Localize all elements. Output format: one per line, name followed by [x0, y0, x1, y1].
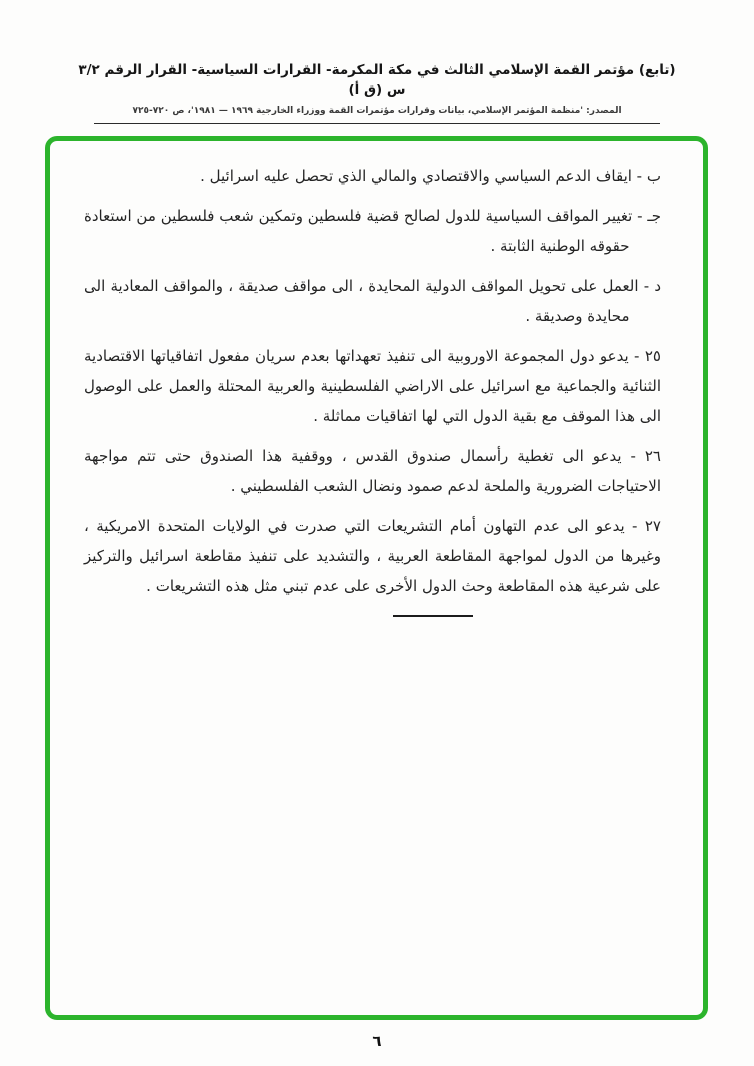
document-body: [84, 161, 661, 617]
paragraph-item-dal: د - العمل على تحويل المواقف الدولية المحايدة ، الى مواقف صديقة ، والمواقف المعادية الى محايدة وصديقة .: [84, 277, 661, 325]
document-source-line: المصدر: 'منظمة المؤتمر الإسلامي، بيانات وقرارات مؤتمرات القمة ووزراء الخارجية ١٩٦٩ — ١٩٨١'، ص ٧٢٠-٧٢٥: [132, 105, 622, 116]
paragraph-item-jeem: جـ - تغيير المواقف السياسية للدول لصالح قضية فلسطين وتمكين شعب فلسطين من استعادة حقوقه الوطنية الثابتة .: [84, 207, 661, 255]
end-of-text-divider: [393, 615, 473, 617]
paragraph-clause-27: ٢٧ - يدعو الى عدم التهاون أمام التشريعات التي صدرت في الولايات المتحدة الامريكية ، وغيرها من الدول لمواجهة المقاطعة العربية ، والتشديد على تنفيذ مقاطعة اسرائيل والتركيز على شرعية هذه المقاطعة وحث الدول الأخرى على عدم تبني مثل هذه التشريعات .: [84, 517, 661, 595]
highlight-frame: [45, 136, 708, 1020]
paragraph-clause-26: ٢٦ - يدعو الى تغطية رأسمال صندوق القدس ، ووقفية هذا الصندوق حتى تتم مواجهة الاحتياجات الضرورية والملحة لدعم صمود ونضال الشعب الفلسطيني .: [84, 447, 661, 495]
header-divider: [94, 123, 660, 124]
paragraph-item-b: ب - ايقاف الدعم السياسي والاقتصادي والمالي الذي تحصل عليه اسرائيل .: [200, 167, 661, 185]
page-number: ٦: [372, 1032, 382, 1050]
document-title: (تابع) مؤتمر القمة الإسلامي الثالث في مكة المكرمة- القرارات السياسية- القرار الرقم ٣/٢ س (ق أ): [78, 62, 676, 99]
document-header: [0, 60, 754, 124]
paragraph-clause-25: ٢٥ - يدعو دول المجموعة الاوروبية الى تنفيذ تعهداتها بعدم سريان مفعول اتفاقياتها الاقتصادية الثنائية والجماعية مع اسرائيل على الاراضي الفلسطينية والعربية المحتلة والعمل على الوصول الى هذا الموقف مع بقية الدول التي لها اتفاقيات مماثلة .: [84, 347, 661, 425]
